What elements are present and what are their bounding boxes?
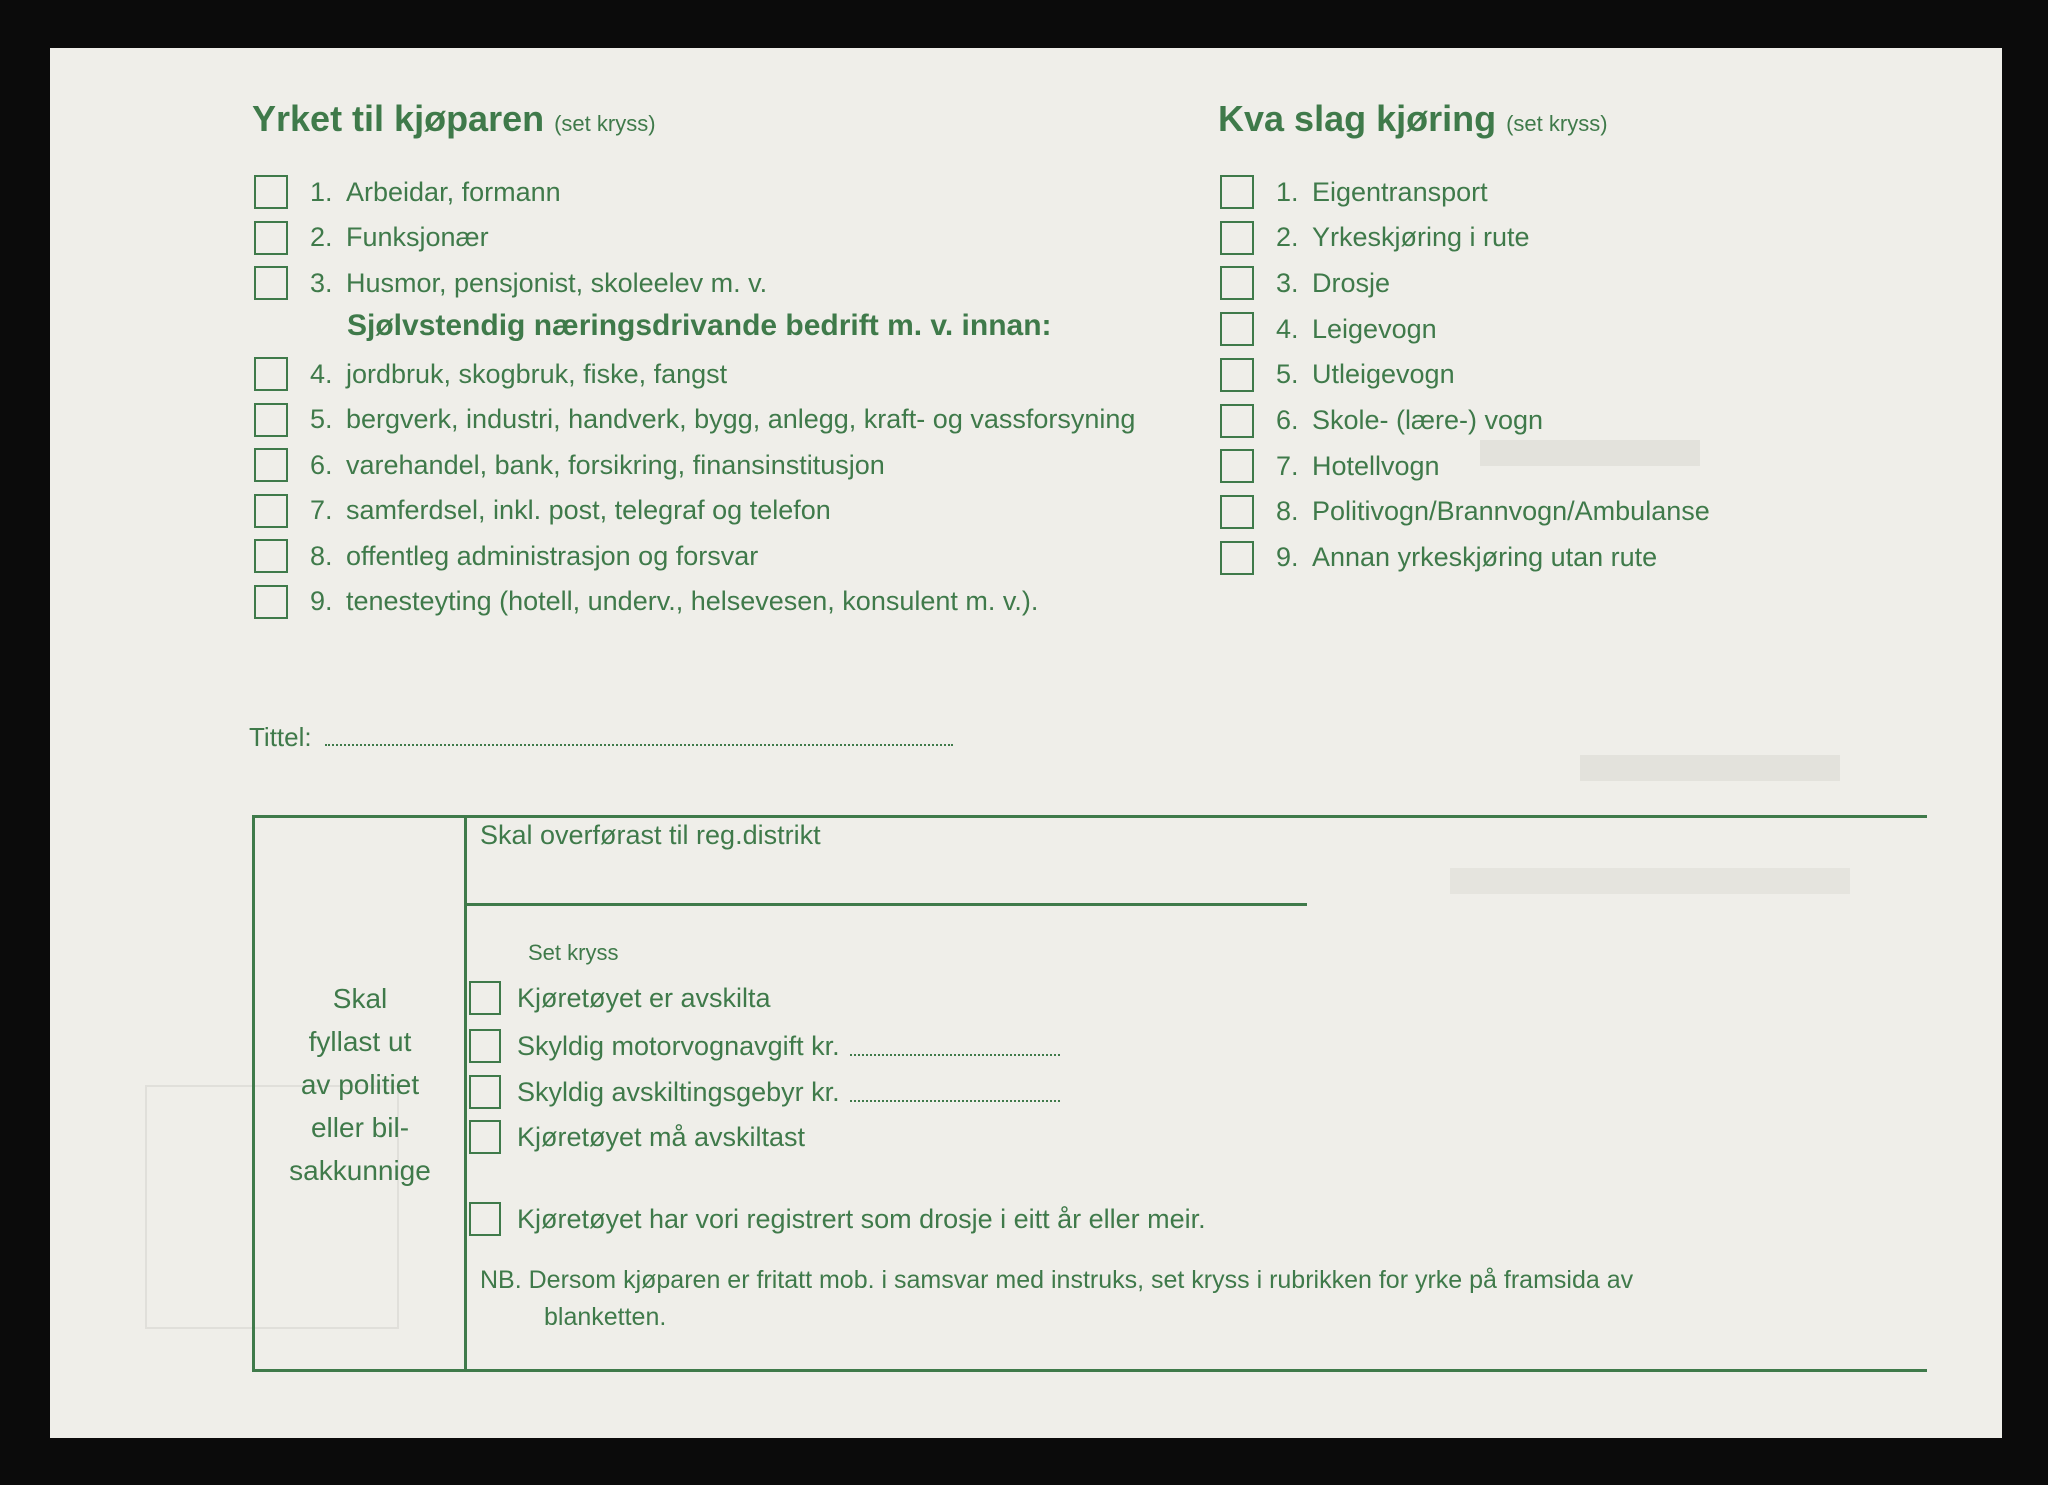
check-label: Kjøretøyet må avskiltast (517, 1121, 806, 1152)
item-number: 9. (1276, 542, 1299, 573)
item-number: 3. (1276, 267, 1299, 298)
item-number: 4. (1276, 313, 1299, 344)
item-number: 5. (1276, 359, 1299, 390)
occupation-option[interactable] (254, 172, 561, 212)
driving-type-option[interactable] (1220, 401, 1543, 441)
checkbox[interactable] (1220, 449, 1254, 483)
item-label: Arbeidar, formann (346, 176, 561, 207)
checkbox[interactable] (469, 1120, 501, 1154)
box-bottom-rule (252, 1369, 1927, 1372)
occupation-title-hint: (set kryss) (554, 111, 656, 136)
police-note-line: fyllast ut (308, 1026, 412, 1057)
checkbox[interactable] (254, 494, 288, 528)
item-label: Skole- (lære-) vogn (1312, 405, 1544, 435)
check-row-taxi-year[interactable] (469, 1200, 1206, 1238)
occupation-option[interactable] (254, 354, 727, 394)
checkbox[interactable] (469, 1202, 501, 1236)
driving-type-option[interactable] (1220, 309, 1437, 349)
checkbox[interactable] (1220, 495, 1254, 529)
checkbox[interactable] (469, 981, 501, 1015)
bleed-through-mark (1450, 868, 1850, 894)
check-row-vehicle-tax[interactable] (469, 1027, 1060, 1065)
occupation-option[interactable] (254, 400, 1135, 440)
item-number: 7. (1276, 450, 1299, 481)
driving-type-title-hint: (set kryss) (1506, 111, 1608, 136)
bleed-through-mark (1480, 440, 1700, 466)
checkbox[interactable] (254, 357, 288, 391)
checkbox[interactable] (254, 175, 288, 209)
occupation-option[interactable] (254, 218, 489, 258)
driving-type-option[interactable] (1220, 355, 1455, 395)
item-label: Utleigevogn (1312, 359, 1455, 390)
nb-note (480, 1262, 1900, 1336)
checkbox[interactable] (469, 1029, 501, 1063)
item-label: samferdsel, inkl. post, telegraf og telefon (346, 495, 831, 525)
item-label: Politivogn/Brannvogn/Ambulanse (1312, 496, 1710, 527)
checkbox[interactable] (254, 539, 288, 573)
driving-type-option[interactable] (1220, 538, 1657, 578)
item-label: tenesteyting (hotell, underv., helsevesen, konsulent m. v.). (346, 586, 1039, 616)
police-note-line: eller bil- (310, 1112, 410, 1143)
item-label: Yrkeskjøring i rute (1312, 222, 1530, 253)
checkbox[interactable] (1220, 221, 1254, 255)
checkbox[interactable] (1220, 404, 1254, 438)
item-number: 2. (310, 222, 333, 252)
occupation-option[interactable] (254, 445, 885, 485)
amount-line[interactable] (850, 1082, 1060, 1102)
occupation-option[interactable] (254, 536, 758, 576)
checkbox[interactable] (254, 448, 288, 482)
self-employed-subheading: Sjølvstendig næringsdrivande bedrift m. v. innan: (347, 309, 1052, 342)
driving-type-section-title (1218, 98, 1608, 140)
amount-line[interactable] (850, 1036, 1060, 1056)
occupation-option[interactable] (254, 491, 831, 531)
check-row-deregistered[interactable] (469, 979, 771, 1017)
check-label: Kjøretøyet har vori registrert som drosje i eitt år eller meir. (517, 1203, 1206, 1234)
item-number: 6. (1276, 405, 1299, 435)
checkbox[interactable] (254, 266, 288, 300)
driving-type-option[interactable] (1220, 446, 1440, 486)
checkbox[interactable] (1220, 266, 1254, 300)
box-top-rule (252, 815, 1927, 818)
title-field-label: Tittel: (249, 722, 312, 752)
bleed-through-mark (1580, 755, 1840, 781)
item-number: 7. (310, 495, 333, 525)
nb-note-line: NB. Dersom kjøparen er fritatt mob. i samsvar med instruks, set kryss i rubrikken for yrke på framsida av (480, 1266, 1634, 1294)
item-number: 3. (310, 267, 333, 298)
item-label: Husmor, pensjonist, skoleelev m. v. (346, 267, 768, 298)
item-number: 1. (1276, 176, 1299, 207)
checkbox[interactable] (254, 403, 288, 437)
driving-type-option[interactable] (1220, 492, 1710, 532)
item-label: offentleg administrasjon og forsvar (346, 540, 759, 571)
occupation-section-title (252, 98, 656, 140)
item-number: 9. (310, 586, 333, 616)
item-label: Drosje (1312, 267, 1391, 298)
item-label: Eigentransport (1312, 176, 1488, 207)
police-note-line: Skal (332, 983, 388, 1014)
driving-type-title-text: Kva slag kjøring (1218, 98, 1497, 139)
item-number: 8. (1276, 496, 1299, 527)
driving-type-option[interactable] (1220, 263, 1390, 303)
occupation-option[interactable] (254, 582, 1038, 622)
set-kryss-label: Set kryss (528, 940, 619, 965)
police-note-line: av politiet (300, 1069, 420, 1100)
item-number: 8. (310, 540, 333, 571)
check-label: Kjøretøyet er avskilta (517, 982, 771, 1013)
transfer-field-rule (467, 903, 1307, 906)
item-number: 4. (310, 358, 333, 389)
checkbox[interactable] (1220, 312, 1254, 346)
item-label: Hotellvogn (1312, 450, 1440, 481)
title-field[interactable] (249, 722, 953, 753)
driving-type-option[interactable] (1220, 218, 1530, 258)
item-label: Funksjonær (346, 222, 489, 252)
police-fill-note (262, 977, 458, 1192)
item-number: 5. (310, 404, 333, 434)
checkbox[interactable] (469, 1075, 501, 1109)
item-label: varehandel, bank, forsikring, finansinstitusjon (346, 449, 885, 480)
driving-type-option[interactable] (1220, 172, 1488, 212)
item-number: 1. (310, 176, 333, 207)
check-label: Skyldig avskiltingsgebyr kr. (517, 1076, 840, 1107)
box-left-rule (252, 815, 255, 1372)
item-label: Leigevogn (1312, 313, 1437, 344)
checkbox[interactable] (1220, 175, 1254, 209)
transfer-district-label: Skal overførast til reg.distrikt (480, 820, 821, 850)
checkbox[interactable] (1220, 358, 1254, 392)
checkbox[interactable] (254, 221, 288, 255)
item-label: jordbruk, skogbruk, fiske, fangst (346, 358, 728, 389)
police-note-line: sakkunnige (289, 1155, 431, 1186)
check-row-must-deregister[interactable] (469, 1118, 805, 1156)
item-label: Annan yrkeskjøring utan rute (1312, 542, 1658, 573)
nb-note-line: blanketten. (544, 1303, 667, 1331)
item-number: 6. (310, 449, 333, 480)
occupation-title-text: Yrket til kjøparen (252, 98, 545, 139)
checkbox[interactable] (254, 585, 288, 619)
box-divider-rule (464, 815, 467, 1372)
title-field-line[interactable] (325, 726, 953, 746)
checkbox[interactable] (1220, 541, 1254, 575)
item-label: bergverk, industri, handverk, bygg, anlegg, kraft- og vassforsyning (346, 404, 1136, 434)
check-row-plate-fee[interactable] (469, 1073, 1060, 1111)
occupation-option[interactable] (254, 263, 767, 303)
check-label: Skyldig motorvognavgift kr. (517, 1030, 840, 1061)
item-number: 2. (1276, 222, 1299, 253)
